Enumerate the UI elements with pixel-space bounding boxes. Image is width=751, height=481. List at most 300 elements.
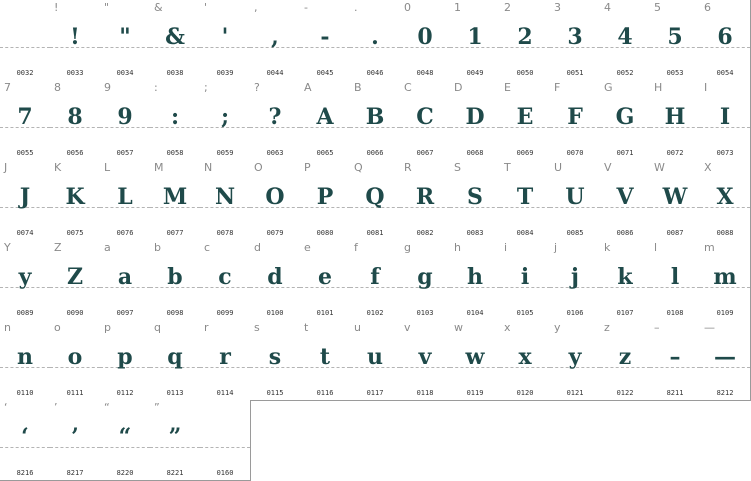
glyph-sample: C	[416, 104, 434, 130]
glyph-cell-label: ”	[154, 401, 160, 414]
glyph-cell-label: 4	[604, 1, 611, 14]
glyph-sample: R	[415, 184, 435, 210]
glyph-sample: v	[418, 344, 432, 370]
glyph-cell[interactable]	[100, 240, 151, 321]
glyph-code: 0119	[466, 389, 484, 397]
glyph-code: 0076	[116, 229, 134, 237]
glyph-cell[interactable]	[500, 80, 551, 161]
glyph-cell-label: -	[304, 1, 308, 14]
glyph-cell[interactable]	[450, 240, 501, 321]
glyph-code: 0081	[366, 229, 384, 237]
glyph-sample: k	[617, 264, 633, 290]
glyph-sample: i	[520, 264, 530, 290]
glyph-cell-label: w	[454, 321, 463, 334]
glyph-sample: 7	[17, 104, 33, 130]
glyph-cell[interactable]	[50, 0, 101, 81]
glyph-cell-label: &	[154, 1, 163, 14]
glyph-code: 0098	[166, 309, 184, 317]
glyph-sample: e	[318, 264, 332, 290]
glyph-cell[interactable]	[650, 240, 701, 321]
glyph-cell[interactable]	[0, 240, 51, 321]
glyph-code: 0063	[266, 149, 284, 157]
glyph-sample: 6	[717, 24, 733, 50]
glyph-cell[interactable]	[650, 320, 701, 401]
glyph-cell-label: V	[604, 161, 612, 174]
glyph-cell-label: –	[654, 321, 660, 334]
glyph-cell-label: T	[504, 161, 511, 174]
glyph-code: 0090	[66, 309, 84, 317]
glyph-cell[interactable]	[150, 320, 201, 401]
glyph-sample: !	[70, 24, 80, 50]
glyph-sample: ?	[268, 104, 282, 130]
glyph-cell-label: .	[354, 1, 358, 14]
glyph-cell[interactable]	[0, 400, 51, 481]
glyph-code: 0051	[566, 69, 584, 77]
glyph-cell-label: q	[154, 321, 161, 334]
glyph-cell-label: 7	[4, 81, 11, 94]
glyph-cell-label: E	[504, 81, 511, 94]
glyph-cell[interactable]	[50, 320, 101, 401]
glyph-cell-label: h	[454, 241, 461, 254]
glyph-cell-label: L	[104, 161, 111, 174]
glyph-code: 0032	[16, 69, 34, 77]
glyph-cell[interactable]	[550, 80, 601, 161]
glyph-sample: w	[465, 344, 485, 370]
glyph-cell-label: K	[54, 161, 62, 174]
glyph-cell-label: 6	[704, 1, 711, 14]
baseline-guide	[200, 447, 250, 448]
glyph-cell[interactable]	[450, 0, 501, 81]
glyph-code: 0046	[366, 69, 384, 77]
glyph-cell[interactable]	[400, 320, 451, 401]
glyph-cell-label: 5	[654, 1, 661, 14]
glyph-cell[interactable]	[650, 0, 701, 81]
glyph-sample: Z	[66, 264, 84, 290]
glyph-sample: W	[662, 184, 688, 210]
glyph-code: 8221	[166, 469, 184, 477]
glyph-sample: j	[571, 264, 579, 290]
glyph-sample: -	[320, 24, 330, 50]
glyph-cell[interactable]	[350, 0, 401, 81]
glyph-cell[interactable]	[150, 240, 201, 321]
glyph-sample: X	[716, 184, 734, 210]
glyph-cell-label: "	[104, 1, 110, 14]
glyph-cell-label: U	[554, 161, 563, 174]
glyph-sample: l	[670, 264, 680, 290]
glyph-code: 0108	[666, 309, 684, 317]
glyph-sample: A	[316, 104, 334, 130]
glyph-cell[interactable]	[350, 80, 401, 161]
glyph-sample: c	[218, 264, 232, 290]
glyph-cell-label: u	[354, 321, 361, 334]
glyph-cell-label: n	[4, 321, 11, 334]
glyph-cell[interactable]	[350, 320, 401, 401]
glyph-sample: P	[316, 184, 334, 210]
glyph-cell-label: ‘	[4, 401, 8, 414]
glyph-cell-label: :	[154, 81, 158, 94]
glyph-sample: B	[365, 104, 385, 130]
glyph-cell[interactable]	[150, 80, 201, 161]
glyph-code: 0122	[616, 389, 634, 397]
glyph-cell-label: f	[354, 241, 358, 254]
glyph-sample: 4	[617, 24, 633, 50]
glyph-code: 0103	[416, 309, 434, 317]
glyph-cell[interactable]	[200, 320, 251, 401]
glyph-code: 0102	[366, 309, 384, 317]
glyph-cell-label: X	[704, 161, 712, 174]
glyph-cell[interactable]	[100, 80, 151, 161]
glyph-cell[interactable]	[200, 80, 251, 161]
glyph-code: 0104	[466, 309, 484, 317]
glyph-cell-label: C	[404, 81, 412, 94]
glyph-code: 0118	[416, 389, 434, 397]
glyph-code: 0056	[66, 149, 84, 157]
glyph-code: 0110	[16, 389, 34, 397]
glyph-code: 8212	[716, 389, 734, 397]
glyph-cell[interactable]	[450, 320, 501, 401]
glyph-sample: :	[170, 104, 180, 130]
glyph-code: 0082	[416, 229, 434, 237]
glyph-sample: p	[117, 344, 133, 370]
glyph-sample: g	[417, 264, 433, 290]
glyph-cell-label: S	[454, 161, 461, 174]
glyph-code: 0045	[316, 69, 334, 77]
glyph-cell-label: M	[154, 161, 164, 174]
glyph-code: 0120	[516, 389, 534, 397]
glyph-cell-label: 1	[454, 1, 461, 14]
glyph-sample: d	[267, 264, 283, 290]
glyph-sample: M	[162, 184, 188, 210]
glyph-cell[interactable]	[600, 80, 651, 161]
glyph-cell-label: N	[204, 161, 213, 174]
glyph-code: 0074	[16, 229, 34, 237]
glyph-cell-label: Y	[4, 241, 11, 254]
glyph-cell[interactable]	[250, 240, 301, 321]
glyph-cell-label: r	[204, 321, 209, 334]
glyph-sample: J	[19, 184, 31, 210]
glyph-code: 0100	[266, 309, 284, 317]
glyph-cell[interactable]	[550, 320, 601, 401]
glyph-sample: I	[719, 104, 731, 130]
glyph-sample: ’	[71, 424, 79, 450]
glyph-code: 0101	[316, 309, 334, 317]
glyph-cell-label: H	[654, 81, 663, 94]
glyph-sample: n	[17, 344, 33, 370]
glyph-cell[interactable]	[300, 240, 351, 321]
glyph-cell[interactable]	[500, 240, 551, 321]
glyph-sample: F	[567, 104, 583, 130]
glyph-cell-label: !	[54, 1, 59, 14]
glyph-cell[interactable]	[50, 160, 101, 241]
glyph-cell-label: ,	[254, 1, 258, 14]
glyph-code: 0088	[716, 229, 734, 237]
glyph-sample: a	[117, 264, 133, 290]
glyph-code: 0085	[566, 229, 584, 237]
glyph-cell-label: D	[454, 81, 463, 94]
glyph-cell-label: t	[304, 321, 309, 334]
glyph-cell[interactable]	[0, 320, 51, 401]
glyph-cell-label: x	[504, 321, 511, 334]
glyph-cell[interactable]	[700, 0, 751, 81]
glyph-sample: T	[516, 184, 534, 210]
glyph-sample: s	[268, 344, 282, 370]
glyph-cell-label: 3	[554, 1, 561, 14]
glyph-cell-label: O	[254, 161, 263, 174]
glyph-cell[interactable]	[350, 160, 401, 241]
glyph-code: 0078	[216, 229, 234, 237]
glyph-cell[interactable]	[250, 160, 301, 241]
glyph-code: 8217	[66, 469, 84, 477]
glyph-cell[interactable]	[150, 0, 201, 81]
glyph-code: 0048	[416, 69, 434, 77]
glyph-code: 0080	[316, 229, 334, 237]
glyph-cell[interactable]	[550, 160, 601, 241]
glyph-sample: 3	[567, 24, 583, 50]
glyph-sample: “	[118, 424, 132, 450]
glyph-sample: E	[516, 104, 534, 130]
glyph-sample: '	[221, 24, 229, 50]
glyph-cell-label: a	[104, 241, 111, 254]
glyph-cell-label: F	[554, 81, 561, 94]
glyph-code: 0112	[116, 389, 134, 397]
glyph-cell[interactable]	[650, 160, 701, 241]
glyph-cell[interactable]	[400, 240, 451, 321]
glyph-cell-label: m	[704, 241, 715, 254]
glyph-cell[interactable]	[700, 320, 751, 401]
glyph-cell[interactable]	[0, 160, 51, 241]
glyph-cell[interactable]	[50, 400, 101, 481]
glyph-cell-label: o	[54, 321, 61, 334]
glyph-cell[interactable]	[400, 0, 451, 81]
glyph-cell-label: 9	[104, 81, 111, 94]
glyph-cell-label: —	[704, 321, 715, 334]
glyph-sample: &	[165, 24, 185, 50]
glyph-sample: U	[565, 184, 585, 210]
glyph-cell[interactable]	[650, 80, 701, 161]
glyph-cell-label: k	[604, 241, 611, 254]
glyph-sample: G	[615, 104, 635, 130]
glyph-sample: H	[664, 104, 686, 130]
glyph-sample: q	[167, 344, 183, 370]
glyph-code: 0084	[516, 229, 534, 237]
glyph-cell[interactable]	[400, 160, 451, 241]
glyph-cell[interactable]	[600, 160, 651, 241]
glyph-cell-label: A	[304, 81, 312, 94]
glyph-code: 0109	[716, 309, 734, 317]
glyph-cell[interactable]	[600, 320, 651, 401]
glyph-sample: O	[265, 184, 285, 210]
glyph-code: 8216	[16, 469, 34, 477]
glyph-sample: h	[467, 264, 483, 290]
glyph-code: 0107	[616, 309, 634, 317]
glyph-sample: 0	[417, 24, 433, 50]
glyph-cell-label: ’	[54, 401, 58, 414]
glyph-cell[interactable]	[150, 160, 201, 241]
glyph-sample: m	[713, 264, 737, 290]
glyph-sample: K	[65, 184, 85, 210]
glyph-code: 0099	[216, 309, 234, 317]
glyph-sample: L	[117, 184, 133, 210]
glyph-cell[interactable]	[200, 0, 251, 81]
glyph-code: 0114	[216, 389, 234, 397]
glyph-cell-label: 2	[504, 1, 511, 14]
glyph-sample: f	[370, 264, 380, 290]
glyph-sample: 2	[517, 24, 533, 50]
glyph-cell-label: y	[554, 321, 561, 334]
glyph-code: 0072	[666, 149, 684, 157]
glyph-code: 0068	[466, 149, 484, 157]
glyph-code: 0116	[316, 389, 334, 397]
glyph-code: 0083	[466, 229, 484, 237]
glyph-code: 0071	[616, 149, 634, 157]
glyph-code: 0049	[466, 69, 484, 77]
glyph-code: 0052	[616, 69, 634, 77]
glyph-cell[interactable]	[200, 160, 251, 241]
glyph-code: 0087	[666, 229, 684, 237]
glyph-cell[interactable]	[100, 320, 151, 401]
glyph-cell-label: Q	[354, 161, 363, 174]
glyph-sample: Q	[365, 184, 385, 210]
glyph-sample: .	[371, 24, 379, 50]
glyph-cell-label: s	[254, 321, 260, 334]
glyph-cell-label: ;	[204, 81, 208, 94]
glyph-code: 0113	[166, 389, 184, 397]
glyph-code: 0105	[516, 309, 534, 317]
glyph-sample: u	[367, 344, 383, 370]
glyph-cell[interactable]	[550, 0, 601, 81]
glyph-cell[interactable]	[0, 0, 51, 81]
glyph-code: 0039	[216, 69, 234, 77]
glyph-code: 0069	[516, 149, 534, 157]
glyph-cell[interactable]	[200, 240, 251, 321]
glyph-code: 0065	[316, 149, 334, 157]
baseline-guide	[0, 47, 50, 48]
glyph-cell-label: R	[404, 161, 412, 174]
glyph-cell[interactable]	[100, 160, 151, 241]
glyph-cell[interactable]	[450, 160, 501, 241]
glyph-cell[interactable]	[550, 240, 601, 321]
glyph-cell-label: 0	[404, 1, 411, 14]
glyph-cell-label: I	[704, 81, 708, 94]
glyph-cell-label: g	[404, 241, 411, 254]
glyph-sample: —	[714, 344, 736, 370]
glyph-cell[interactable]	[450, 80, 501, 161]
glyph-cell[interactable]	[300, 160, 351, 241]
glyph-code: 0089	[16, 309, 34, 317]
glyph-code: 0073	[716, 149, 734, 157]
glyph-cell[interactable]	[700, 240, 751, 321]
glyph-sample: –	[669, 344, 681, 370]
glyph-cell-label: d	[254, 241, 261, 254]
glyph-code: 0079	[266, 229, 284, 237]
glyph-cell-label: ?	[254, 81, 260, 94]
glyph-cell[interactable]	[250, 80, 301, 161]
glyph-cell[interactable]	[250, 0, 301, 81]
glyph-cell-label: v	[404, 321, 411, 334]
glyph-cell-label: 8	[54, 81, 61, 94]
glyph-cell[interactable]	[0, 80, 51, 161]
glyph-code: 0058	[166, 149, 184, 157]
glyph-code: 8220	[116, 469, 134, 477]
glyph-sample: x	[518, 344, 532, 370]
glyph-sample: y	[568, 344, 582, 370]
glyph-sample: D	[465, 104, 485, 130]
glyph-cell-label: Z	[54, 241, 62, 254]
glyph-cell[interactable]	[300, 0, 351, 81]
glyph-code: 0053	[666, 69, 684, 77]
glyph-code: 0057	[116, 149, 134, 157]
glyph-cell[interactable]	[700, 80, 751, 161]
glyph-sample: 9	[117, 104, 133, 130]
glyph-cell-label: G	[604, 81, 613, 94]
glyph-code: 0059	[216, 149, 234, 157]
glyph-cell[interactable]	[500, 0, 551, 81]
glyph-cell[interactable]	[600, 240, 651, 321]
glyph-cell[interactable]	[700, 160, 751, 241]
glyph-code: 0106	[566, 309, 584, 317]
glyph-cell[interactable]	[350, 240, 401, 321]
glyph-sample: y	[18, 264, 32, 290]
glyph-sample: 1	[467, 24, 483, 50]
glyph-cell-label: i	[504, 241, 508, 254]
glyph-sample: t	[319, 344, 331, 370]
glyph-cell-label: b	[154, 241, 161, 254]
glyph-sample: o	[67, 344, 83, 370]
glyph-code: 0121	[566, 389, 584, 397]
glyph-cell[interactable]	[100, 0, 151, 81]
glyph-cell[interactable]	[500, 160, 551, 241]
glyph-code: 0038	[166, 69, 184, 77]
glyph-sample: z	[618, 344, 632, 370]
glyph-cell-label: j	[554, 241, 558, 254]
glyph-code: 0044	[266, 69, 284, 77]
glyph-cell[interactable]	[50, 240, 101, 321]
glyph-cell[interactable]	[250, 320, 301, 401]
glyph-cell-label: P	[304, 161, 311, 174]
glyph-sample: 8	[67, 104, 83, 130]
glyph-sample: V	[616, 184, 634, 210]
glyph-code: 0067	[416, 149, 434, 157]
glyph-cell[interactable]	[300, 80, 351, 161]
glyph-cell[interactable]	[300, 320, 351, 401]
glyph-code: 0070	[566, 149, 584, 157]
glyph-cell[interactable]	[500, 320, 551, 401]
glyph-cell[interactable]	[200, 400, 251, 481]
glyph-cell[interactable]	[400, 80, 451, 161]
glyph-cell[interactable]	[50, 80, 101, 161]
glyph-sample: ;	[220, 104, 230, 130]
glyph-code: 0115	[266, 389, 284, 397]
glyph-cell-label: “	[104, 401, 110, 414]
glyph-sample: S	[467, 184, 483, 210]
glyph-sample: b	[167, 264, 183, 290]
glyph-cell-label: c	[204, 241, 211, 254]
glyph-sample: ,	[271, 24, 279, 50]
glyph-code: 0097	[116, 309, 134, 317]
glyph-cell-label: l	[654, 241, 658, 254]
glyph-sample: ”	[168, 424, 182, 450]
glyph-cell-label: z	[604, 321, 610, 334]
glyph-cell-label: e	[304, 241, 311, 254]
glyph-cell[interactable]	[150, 400, 201, 481]
glyph-code: 0034	[116, 69, 134, 77]
glyph-code: 8211	[666, 389, 684, 397]
glyph-code: 0066	[366, 149, 384, 157]
glyph-cell[interactable]	[100, 400, 151, 481]
glyph-cell[interactable]	[600, 0, 651, 81]
glyph-sample: ‘	[21, 424, 29, 450]
glyph-code: 0055	[16, 149, 34, 157]
